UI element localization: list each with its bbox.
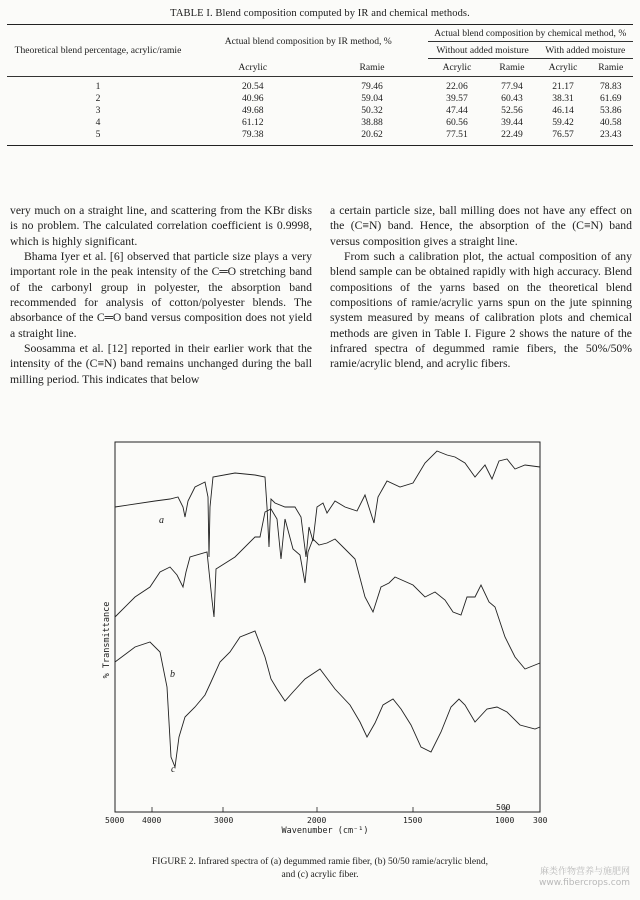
header-ir-method: Actual blend composition by IR method, %	[224, 36, 392, 48]
tick-label-300: 300	[533, 816, 548, 825]
table-cell: 49.68	[241, 105, 264, 116]
table-cell: 22.49	[501, 129, 523, 140]
table-cell: 4	[95, 117, 101, 128]
tick-label-4000: 4000	[142, 816, 162, 825]
spectrum-c-acrylic	[115, 631, 540, 767]
table-cell: 61.69	[599, 93, 622, 104]
tick-label-1500: 1500	[403, 816, 423, 825]
table-cell: 79.46	[361, 81, 383, 92]
table-cell: 60.43	[501, 93, 523, 104]
watermark-line-2: www.fibercrops.com	[539, 878, 630, 888]
tick-label-3000: 3000	[214, 816, 234, 825]
col-with-ramie: Ramie	[598, 62, 624, 73]
text-column-right	[330, 203, 632, 372]
header-without-moisture: Without added moisture	[428, 42, 538, 59]
blend-table	[7, 24, 633, 146]
header-theoretical: Theoretical blend percentage, acrylic/ramie	[14, 45, 182, 56]
table-cell: 21.17	[552, 81, 574, 92]
table-cell: 3	[95, 105, 101, 116]
header-with-moisture: With added moisture	[538, 42, 633, 59]
table-cell: 76.57	[552, 129, 574, 140]
table-row	[7, 93, 633, 105]
col-without-ramie: Ramie	[499, 62, 525, 73]
table-cell: 23.43	[599, 129, 622, 140]
table-cell: 47.44	[446, 105, 468, 116]
table-cell: 59.42	[552, 117, 574, 128]
figure-caption-line-2: and (c) acrylic fiber.	[281, 870, 359, 880]
y-axis-label: % Transmittance	[102, 601, 112, 679]
figure-caption-line-1: FIGURE 2. Infrared spectra of (a) degummed ramie fiber, (b) 50/50 ramie/acrylic blend,	[152, 857, 488, 867]
table-cell: 1	[95, 81, 101, 92]
table-cell: 40.96	[241, 93, 264, 104]
watermark	[539, 867, 630, 889]
table-cell: 20.62	[361, 129, 383, 140]
paragraph: very much on a straight line, and scattering from the KBr disks is no problem. The calculated correlation coefficient is 0.9998, which is highly significant.	[10, 204, 312, 248]
text-column-left	[10, 203, 312, 387]
table-cell: 59.04	[361, 93, 383, 104]
col-without-acrylic: Acrylic	[442, 62, 472, 73]
table-cell: 79.38	[241, 129, 264, 140]
table-row	[7, 129, 633, 146]
table-cell: 53.86	[599, 105, 622, 116]
tick-label-2000: 2000	[307, 816, 327, 825]
table-cell: 40.58	[599, 117, 622, 128]
table-cell: 77.94	[501, 81, 523, 92]
spectra-plot	[95, 437, 555, 847]
tick-label-500: 500	[496, 803, 511, 812]
table-cell: 5	[95, 129, 101, 140]
table-row	[7, 77, 633, 94]
table-caption: TABLE I. Blend composition computed by IR and chemical methods.	[170, 8, 470, 19]
paragraph: Soosamma et al. [12] reported in their earlier work that the intensity of the (C≡N) band remains unchanged during the ball milling period. This indicates that below	[10, 342, 312, 386]
x-axis-label: Wavenumber (cm⁻¹)	[281, 826, 369, 836]
table-cell: 39.44	[501, 117, 523, 128]
col-ir-acrylic: Acrylic	[238, 61, 268, 73]
header-chemical-method: Actual blend composition by chemical method, %	[428, 25, 633, 42]
table-row	[7, 117, 633, 129]
table-cell: 50.32	[361, 105, 383, 116]
paragraph: Bhama Iyer et al. [6] observed that particle size plays a very important role in the peak intensity of the C═O stretching band of the carbonyl group in polyester, the absorption band recommended for analysis of cotton/polyester blends. The absorbance of the C═O band versus composition does not yield a straight line.	[10, 250, 312, 340]
table-cell: 52.56	[501, 105, 523, 116]
curve-label-b: b	[170, 669, 175, 680]
table-cell: 39.57	[446, 93, 468, 104]
table-cell: 38.31	[552, 93, 574, 104]
spectrum-a-ramie	[115, 451, 540, 557]
watermark-line-1: 麻类作物营养与施肥网	[539, 867, 630, 877]
table-cell: 78.83	[599, 81, 622, 92]
col-ir-ramie: Ramie	[359, 61, 385, 73]
col-with-acrylic: Acrylic	[548, 62, 578, 73]
paragraph: a certain particle size, ball milling does not have any effect on the (C≡N) band. Hence, the absorption of the (C≡N) band versus composition gives a straight line.	[330, 204, 632, 248]
table-cell: 22.06	[446, 81, 468, 92]
table-cell: 20.54	[241, 81, 264, 92]
table-cell: 77.51	[446, 129, 468, 140]
table-cell: 2	[95, 93, 101, 104]
table-cell: 46.14	[552, 105, 574, 116]
ir-spectra-figure	[95, 437, 555, 847]
paragraph: From such a calibration plot, the actual composition of any blend sample can be obtained rapidly with high accuracy. Blend compositions of the yarns based on the theoretical blend compositions of ramie/acrylic yarns spun on the jute spinning system measured by means of calibration plots and chemical methods are given in Table I. Figure 2 shows the nature of the infrared spectra of degummed ramie fibers, the 50%/50% ramie/acrylic blend, and acrylic fibers.	[330, 250, 632, 371]
curve-label-c: c	[171, 764, 176, 775]
table-cell: 61.12	[241, 117, 264, 128]
table-row	[7, 105, 633, 117]
x-axis-ticks	[115, 807, 540, 812]
curve-label-a: a	[159, 515, 164, 526]
table-cell: 60.56	[446, 117, 468, 128]
spectrum-b-blend	[115, 509, 540, 669]
tick-label-5000: 5000	[105, 816, 125, 825]
tick-label-1000: 1000	[495, 816, 515, 825]
table-cell: 38.88	[361, 117, 383, 128]
